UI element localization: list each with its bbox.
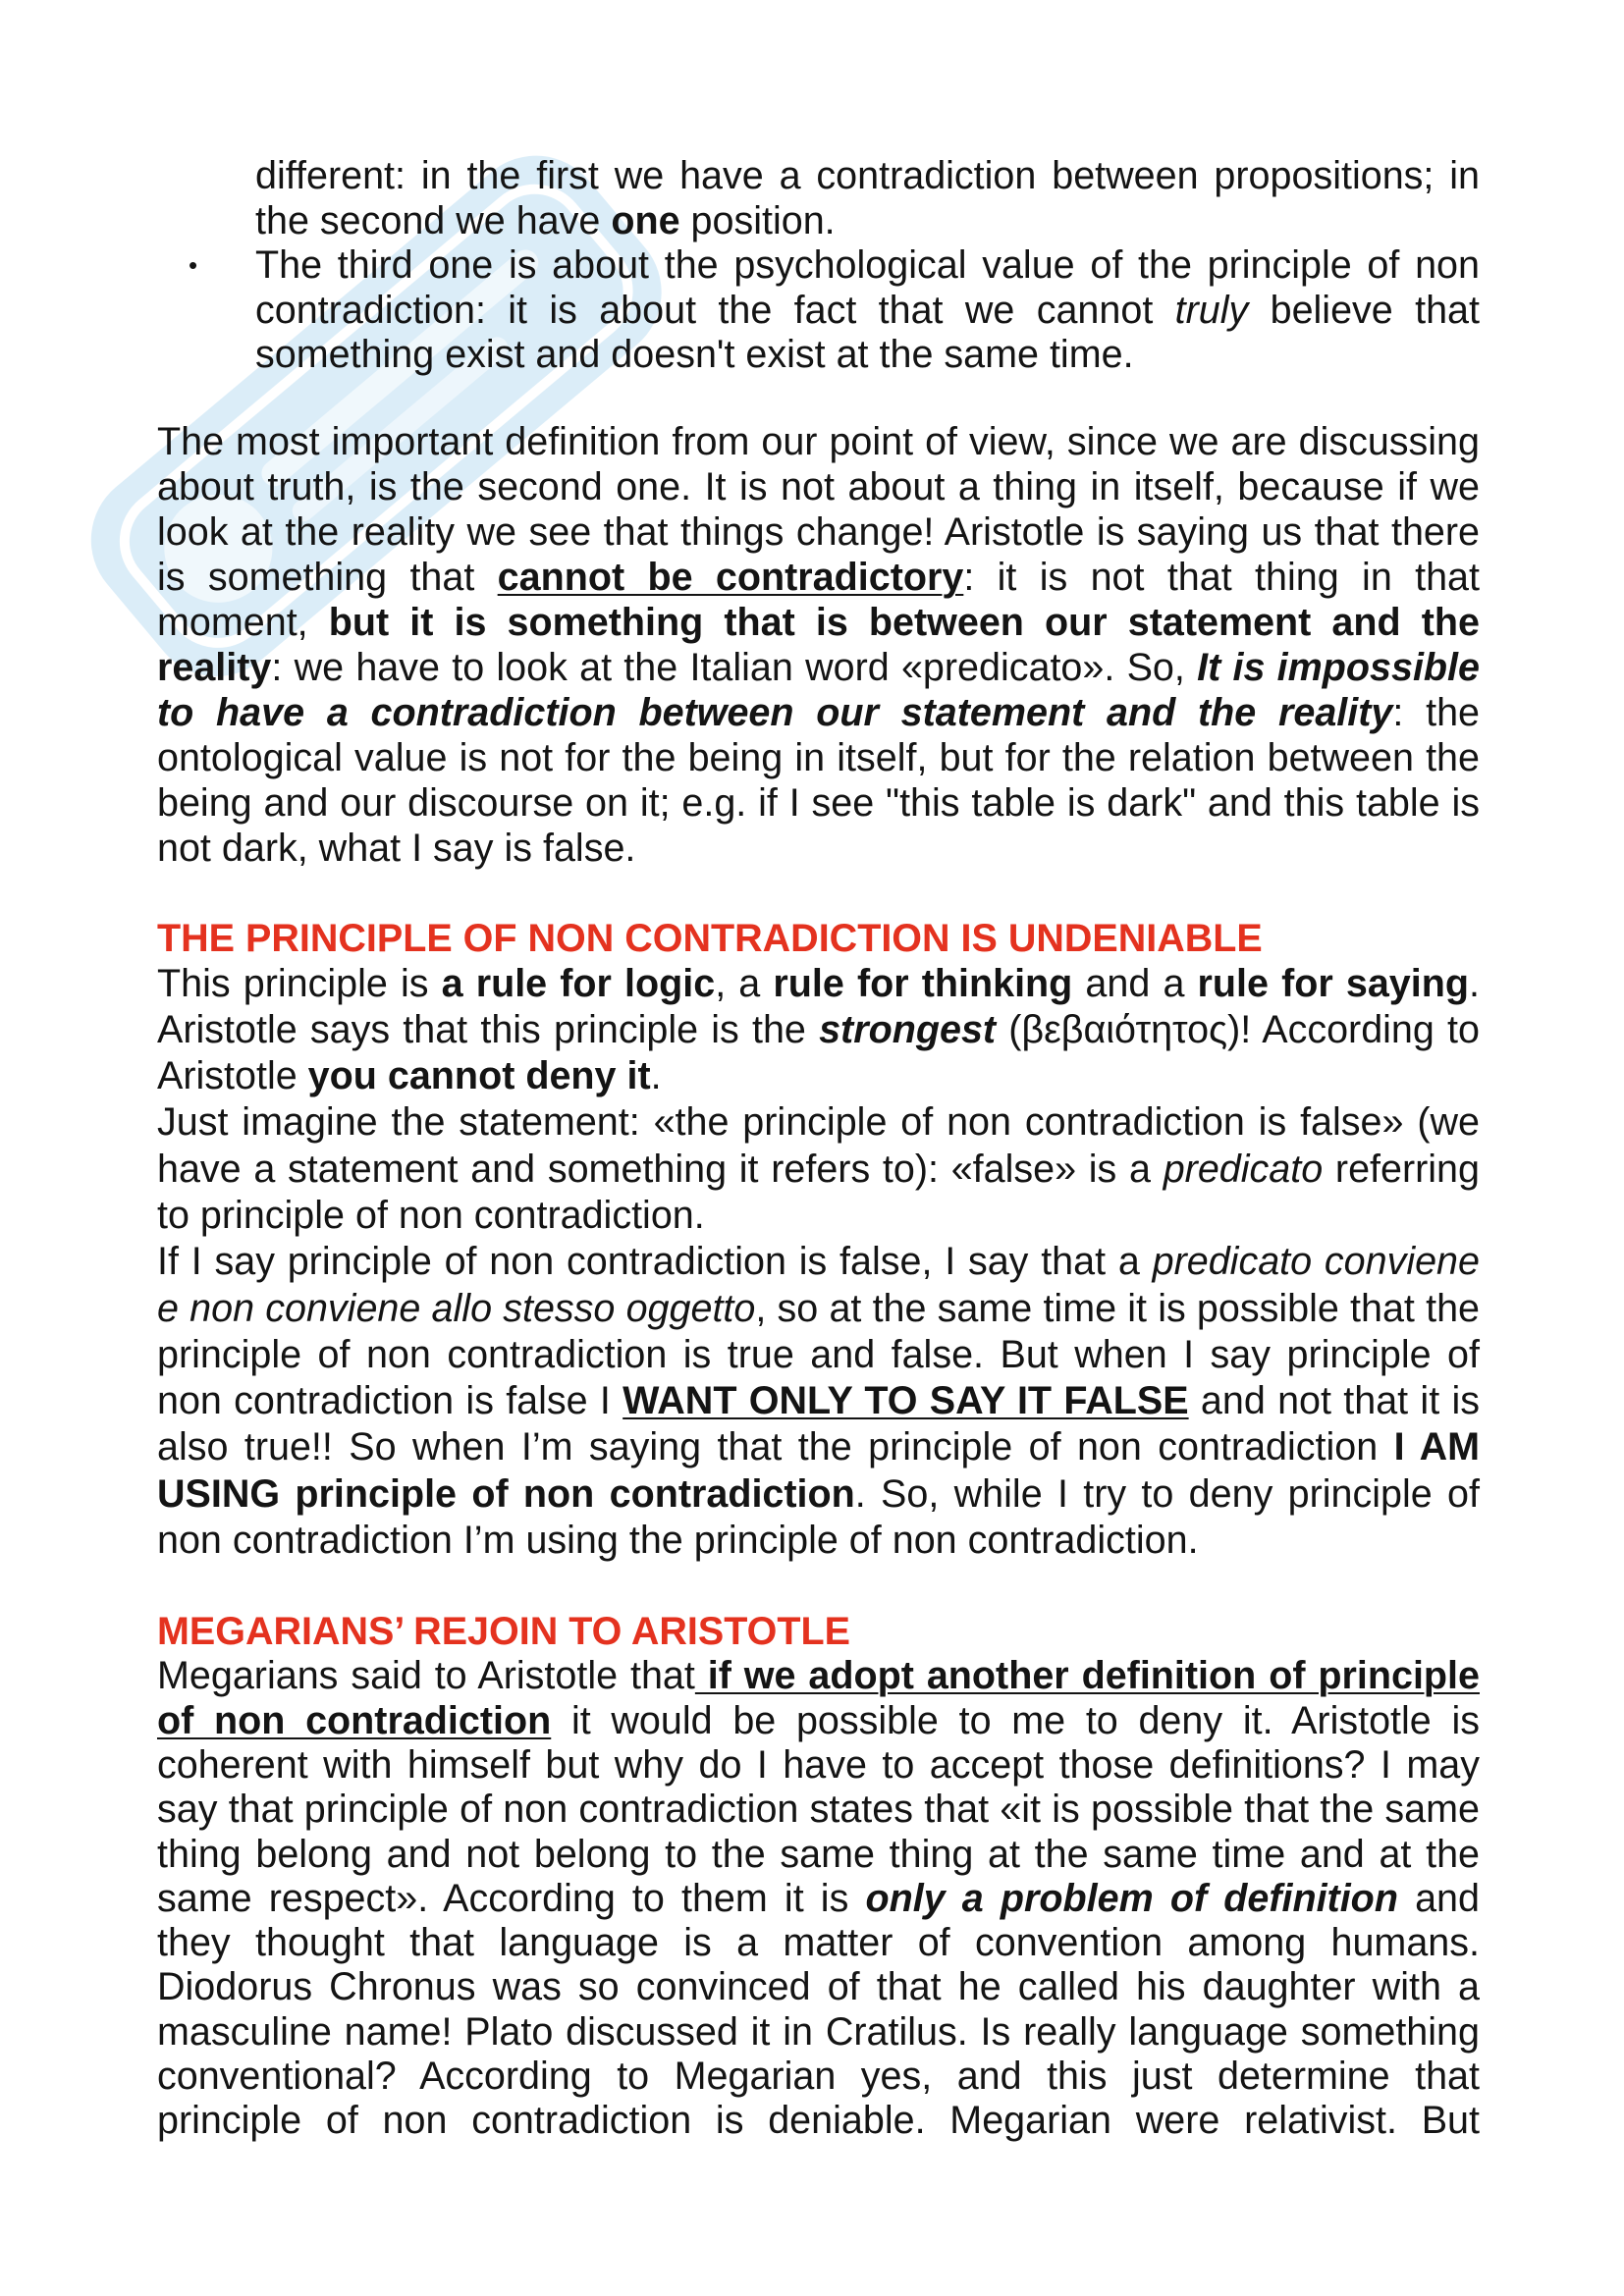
italic-text: truly [1174, 288, 1249, 332]
text-run: Just imagine the statement: «the principle of non contradiction is false» (we have a statement and something it refers to): «false» is a [157, 1100, 1480, 1191]
text-run: . So, while I try to deny principle of non contradiction I’m using the principle of non contradiction. [157, 1471, 1480, 1563]
bold-text: you cannot deny it [307, 1054, 651, 1098]
bold-italic-text: It is impossible to have a contradiction between our statement and the reality [157, 646, 1480, 734]
text-run: (βεβαιότητος)! According to Aristotle [157, 1007, 1480, 1098]
paragraph [157, 1654, 1480, 2143]
text-run: This principle is [157, 961, 442, 1005]
text-run: , so at the same time it is possible that the principle of non contradiction is true and false. But when I say principle of non contradiction is false I [157, 1286, 1481, 1423]
text-run: Megarians said to Aristotle that [157, 1654, 695, 1698]
text-run: If I say principle of non contradiction is false, I say that a [157, 1240, 1153, 1284]
section-heading: MEGARIANS’ REJOIN TO ARISTOTLE [157, 1610, 850, 1654]
text-run: . Aristotle says that this principle is the [157, 961, 1480, 1051]
page-content [157, 154, 1480, 2144]
text-run: , a [715, 961, 774, 1005]
text-run: and not that it is also true!! So when I’m saying that the principle of non contradiction [157, 1379, 1480, 1469]
bold-text: I AM USING principle of non contradiction [157, 1425, 1481, 1516]
list-item-continued [255, 154, 1480, 243]
text-run: The most important definition from our point of view, since we are discussing about truth, is the second one. It is not about a thing in itself, because if we look at the reality we see that things change! Aristotle is saying us that there is something that [157, 420, 1480, 599]
bullet-list [189, 154, 1480, 378]
paragraph [157, 961, 1480, 1100]
text-run: it would be possible to me to deny it. Aristotle is coherent with himself but why do I have to accept those definitions? I may say that principle of non contradiction states that «it is possible that the same thing belong and not belong to the same thing at the same time and at the same respect». According to them it is [157, 1698, 1480, 1920]
bold-text: rule for saying [1197, 961, 1470, 1005]
paragraph [157, 1099, 1480, 1239]
bold-underlined-text: cannot be contradictory [497, 556, 964, 599]
bold-text: one [611, 198, 680, 242]
text-run: referring to principle of non contradiction. [157, 1147, 1480, 1237]
text-run: : it is not that thing in that moment, [157, 556, 1481, 644]
text-run: position. [679, 198, 836, 242]
list-item [189, 243, 1480, 378]
text-run: different: in the first we have a contradiction between propositions; in the second we have [255, 154, 1480, 242]
text-run: and they thought that language is a matter of convention among humans. Diodorus Chronus was so convinced of that he called his daughter with a masculine name! Plato discussed it in Cratilus. Is really language something conventional? According to Megarian yes, and this just determine that principle of non contradiction is deniable. Megarian were relativist. But [157, 1876, 1480, 2143]
bold-text: rule for thinking [773, 961, 1073, 1005]
text-run: The third one is about the psychological value of the principle of non contradiction: it is about the fact that we cannot [255, 243, 1480, 332]
bold-italic-text: only a problem of definition [865, 1876, 1398, 1920]
text-run: : we have to look at the Italian word «predicato». So, [271, 646, 1198, 689]
bold-underlined-text: if we adopt another definition of principle of non contradiction [157, 1654, 1480, 1742]
bold-underlined-text: WANT ONLY TO SAY IT FALSE [623, 1379, 1189, 1423]
text-run: believe that something exist and doesn't exist at the same time. [255, 288, 1480, 376]
text-run: : the ontological value is not for the being in itself, but for the relation between the being and our discourse on it; e.g. if I see "this table is dark" and this table is not dark, what I say is false. [157, 691, 1480, 870]
bullet-marker: • [189, 250, 198, 280]
italic-text: predicato [1163, 1147, 1324, 1191]
paragraph [157, 1239, 1480, 1564]
text-run: and a [1072, 961, 1198, 1005]
paragraph-intro [157, 419, 1480, 871]
bold-text: a rule for logic [441, 961, 716, 1005]
section-undeniable [157, 916, 1480, 1565]
section-heading: THE PRINCIPLE OF NON CONTRADICTION IS UNDENIABLE [157, 916, 1263, 960]
bold-text: but it is something that is between our statement and the reality [157, 601, 1480, 689]
text-run: . [650, 1054, 662, 1098]
bold-italic-text: strongest [819, 1007, 997, 1051]
section-megarians [157, 1609, 1480, 2143]
italic-text: predicato conviene e non conviene allo stesso oggetto [157, 1240, 1480, 1330]
